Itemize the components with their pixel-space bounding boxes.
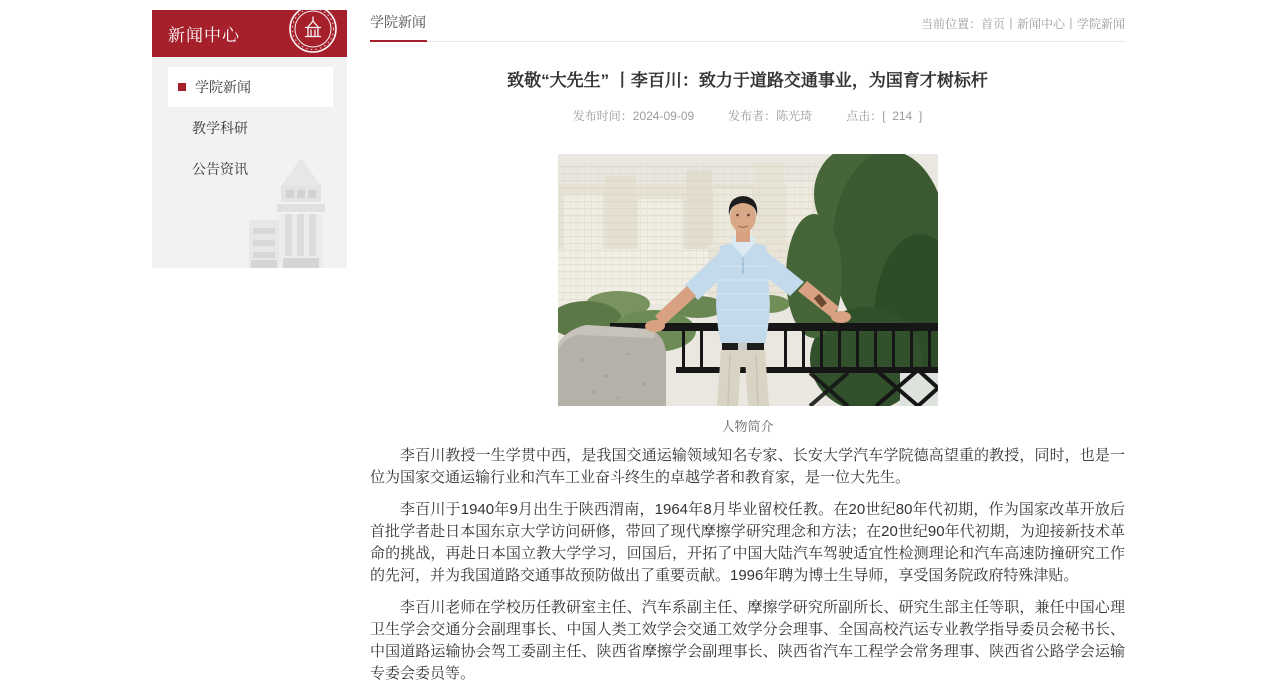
sidebar-item-label: 公告资讯 — [192, 160, 248, 177]
click-count: 点击：[ 214 ] — [846, 109, 923, 123]
article-body — [370, 445, 1125, 685]
active-bullet-icon — [178, 83, 186, 91]
section-divider — [370, 41, 1125, 42]
main-content — [370, 12, 1125, 685]
publish-time: 发布时间：2024-09-09 — [572, 109, 695, 123]
breadcrumb[interactable]: 当前位置：首页丨新闻中心丨学院新闻 — [920, 17, 1125, 31]
sidebar-item-announcements[interactable] — [152, 148, 347, 189]
news-sidebar — [152, 10, 347, 268]
sidebar-item-label: 学院新闻 — [195, 79, 251, 95]
article-title: 致敬“大先生” 丨李百川：致力于道路交通事业，为国育才树标杆 — [507, 71, 988, 90]
article-paragraph: 李百川教授一生学贯中西，是我国交通运输领域知名专家、长安大学汽车学院德高望重的教授，同时，也是一位为国家交通运输行业和汽车工业奋斗终生的卓越学者和教育家，是一位大先生。 — [370, 447, 1125, 486]
sidebar-header — [152, 10, 347, 57]
sidebar-item-college-news[interactable] — [168, 67, 333, 107]
photo-caption: 人物简介 — [721, 419, 774, 434]
tab-college-news[interactable]: 学院新闻 — [370, 14, 426, 30]
article-photo — [558, 154, 938, 406]
section-header — [370, 12, 1125, 41]
tab-active-underline — [370, 40, 427, 42]
article-paragraph: 李百川于1940年9月出生于陕西渭南，1964年8月毕业留校任教。在20世纪80年代初期，作为国家改革开放后首批学者赴日本国东京大学访问研修，带回了现代摩擦学研究理念和方法；在20世纪90年代初期，为迎接新技术革命的挑战，再赴日本国立教大学学习，回国后，开拓了中国大陆汽车驾驶适宜性检测理论和汽车高速防撞研究工作的先河，并为我国道路交通事故预防做出了重要贡献。1996年聘为博士生导师，享受国务院政府特殊津贴。 — [370, 501, 1125, 584]
sidebar-item-teaching-research[interactable] — [152, 107, 347, 148]
publisher: 发布者：陈光琦 — [728, 109, 813, 123]
sidebar-item-label: 教学科研 — [192, 119, 248, 136]
university-seal-icon — [287, 10, 339, 55]
article-meta — [370, 107, 1125, 124]
sidebar-title: 新闻中心 — [168, 26, 240, 45]
sidebar-menu — [152, 67, 347, 189]
article-paragraph: 李百川老师在学校历任教研室主任、汽车系副主任、摩擦学研究所副所长、研究生部主任等职，兼任中国心理卫生学会交通分会副理事长、中国人类工效学会交通工效学分会理事、全国高校汽运专业教学指导委员会秘书长、中国道路运输协会驾工委副主任、陕西省摩擦学会副理事长、陕西省汽车工程学会常务理事、陕西省公路学会运输专委会委员等。 — [370, 599, 1125, 682]
